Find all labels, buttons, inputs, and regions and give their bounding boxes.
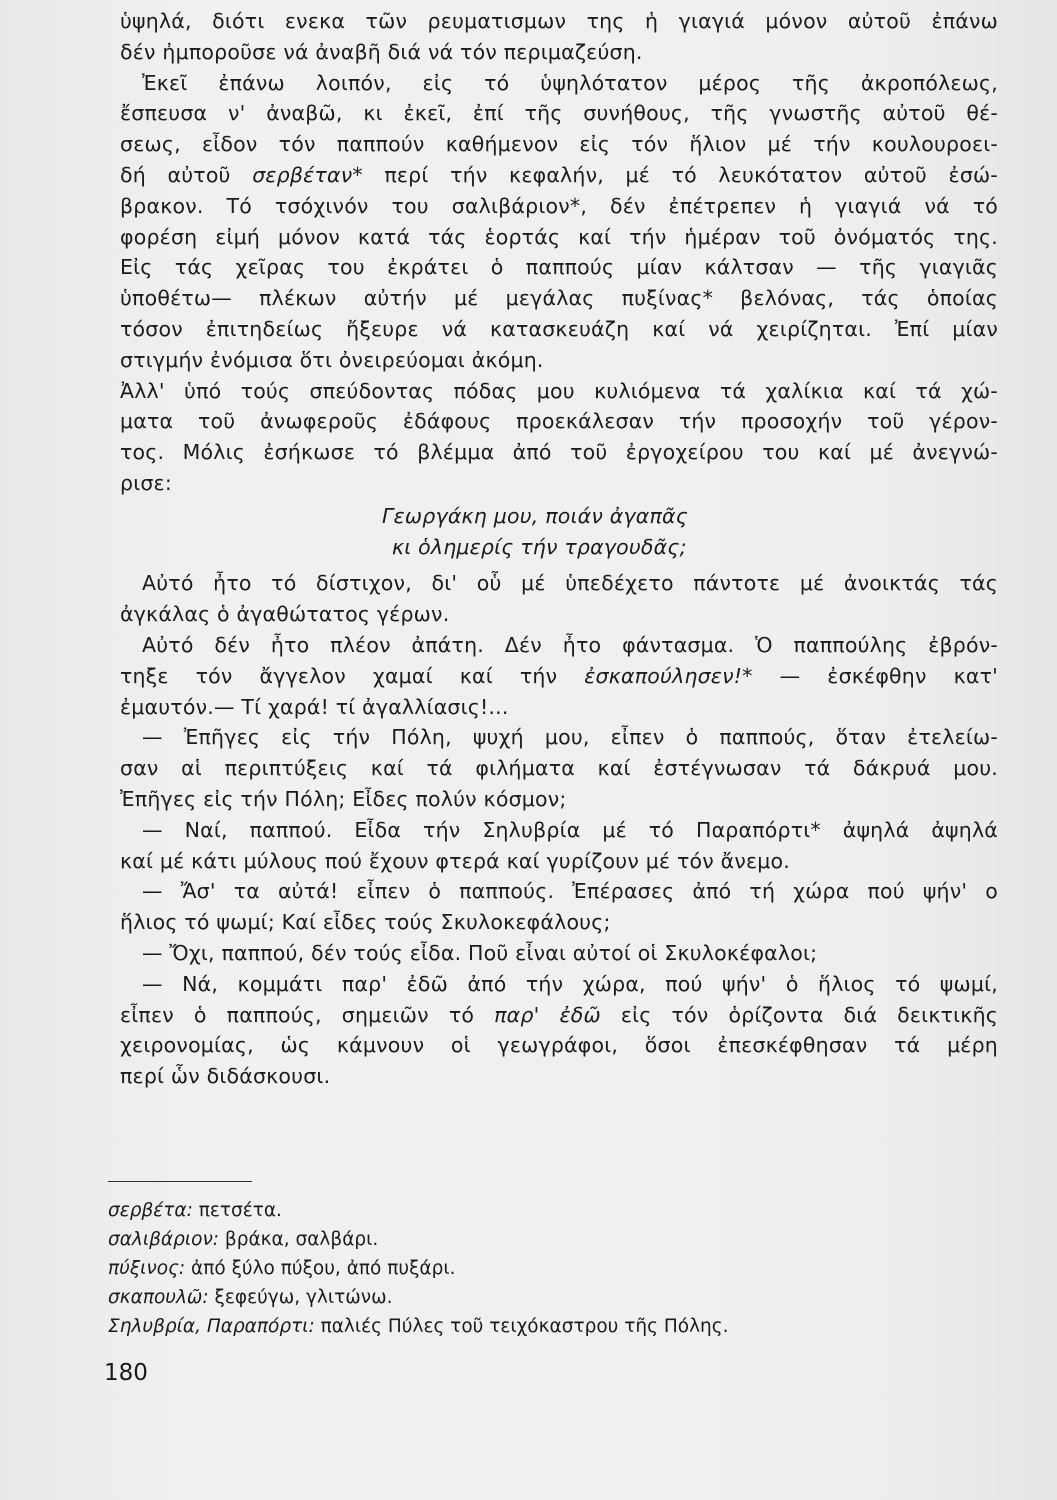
- text-fragment: — ἐσκέφθην κατ': [752, 663, 998, 688]
- text-line: Εἰς τάς χεῖρας του ἐκράτει ὁ παππούς μίαν κάλτσαν — τῆς γιαγιᾶς: [120, 255, 998, 280]
- footnote-separator: [108, 1181, 252, 1182]
- text-line: σεως, εἶδον τόν παππούν καθήμενον εἰς τόν ἥλιον μέ τήν κουλουροει-: [120, 132, 998, 157]
- text-line: — Ναί, παππού. Εἶδα τήν Σηλυβρία μέ τό Παραπόρτι* ἀψηλά ἀψηλά: [142, 817, 998, 842]
- paragraph: [120, 969, 998, 1092]
- text-line: ἀγκάλας ὁ ἀγαθώτατος γέρων.: [120, 602, 450, 627]
- text-fragment: εἰς τόν ὁρίζοντα διά δεικτικῆς: [600, 1002, 998, 1027]
- text-line: Αὐτό δέν ἦτο πλέον ἀπάτη. Δέν ἦτο φάντασμα. Ὁ παππούλης ἐβρόν-: [142, 632, 998, 657]
- text-line: ἥλιος τό ψωμί; Καί εἶδες τούς Σκυλοκεφάλους;: [120, 910, 611, 935]
- paragraph: [120, 815, 998, 877]
- text-fragment: τηξε τόν ἄγγελον χαμαί καί τήν: [120, 663, 585, 688]
- paragraph: [120, 630, 998, 722]
- footnote-term: πύξινος:: [108, 1258, 186, 1279]
- text-line: [120, 1000, 998, 1031]
- footnote: [108, 1283, 928, 1312]
- text-line: δέν ἠμποροῦσε νά ἀναβῆ διά νά τόν περιμαζεύση.: [120, 39, 643, 64]
- text-line: Ἀλλ' ὑπό τούς σπεύδοντας πόδας μου κυλιόμενα τά χαλίκια καί τά χώ-: [120, 378, 998, 403]
- text-fragment: εἶπεν ὁ παππούς, σημειῶν τό: [120, 1002, 495, 1027]
- footnote-definition: πετσέτα.: [192, 1200, 282, 1221]
- footnote-definition: ἀπό ξύλο πύξου, ἀπό πυξάρι.: [185, 1258, 456, 1279]
- text-line: ἐμαυτόν.— Τί χαρά! τί ἀγαλλίασις!...: [120, 694, 509, 719]
- text-line: Αὐτό ἦτο τό δίστιχον, δι' οὗ μέ ὑπεδέχετο πάντοτε μέ ἀνοικτάς τάς: [142, 571, 998, 596]
- text-line: ὑποθέτω— πλέκων αὐτήν μέ μεγάλας πυξίνας* βελόνας, τάς ὁποίας: [120, 286, 998, 311]
- footnote-definition: βράκα, σαλβάρι.: [219, 1229, 379, 1250]
- text-line: — Ἐπῆγες εἰς τήν Πόλη, ψυχή μου, εἶπεν ὁ παππούς, ὅταν ἐτελείω-: [142, 725, 998, 750]
- footnote-term: σαλιβάριον:: [108, 1229, 220, 1250]
- paragraph: [120, 376, 998, 499]
- text-line: ἔσπευσα ν' ἀναβῶ, κι ἐκεῖ, ἐπί τῆς συνήθους, τῆς γνωστῆς αὐτοῦ θέ-: [120, 101, 998, 126]
- paragraph: [120, 876, 998, 938]
- text-line: καί μέ κάτι μύλους πού ἔχουν φτερά καί γυρίζουν μέ τόν ἄνεμο.: [120, 848, 790, 873]
- footnote-term: σερβέτα:: [108, 1200, 193, 1221]
- footnote-term: Σηλυβρία, Παραπόρτι:: [108, 1316, 315, 1337]
- text-line: σαν αἱ περιπτύξεις καί τά φιλήματα καί ἐστέγνωσαν τά δάκρυά μου.: [120, 756, 998, 781]
- main-text: [120, 6, 998, 1092]
- poem-line: Γεωργάκη μου, ποιάν ἀγαπᾶς: [382, 503, 688, 528]
- text-fragment: δή αὐτοῦ: [120, 162, 253, 187]
- page-number: 180: [104, 1360, 148, 1386]
- footnote: [108, 1196, 928, 1225]
- poem-distich: [120, 501, 998, 563]
- paragraph: [120, 938, 998, 969]
- text-line: Ἐκεῖ ἐπάνω λοιπόν, εἰς τό ὑψηλότατον μέρος τῆς ἀκροπόλεως,: [142, 70, 998, 95]
- footnote-definition: ξεφεύγω, γλιτώνω.: [208, 1287, 393, 1308]
- text-line: Ἐπῆγες εἰς τήν Πόλη; Εἶδες πολύν κόσμον;: [120, 786, 567, 811]
- text-line: περί ὧν διδάσκουσι.: [120, 1064, 331, 1089]
- poem-line: κι ὁλημερίς τήν τραγουδᾶς;: [392, 534, 687, 559]
- text-line: ὑψηλά, διότι ενεκα τῶν ρευματισμων της ἡ γιαγιά μόνον αὐτοῦ ἐπάνω: [120, 9, 998, 33]
- paragraph: [120, 568, 998, 630]
- text-line: τόσον ἐπιτηδείως ἤξευρε νά κατασκευάζη καί νά χειρίζηται. Ἐπί μίαν: [120, 316, 998, 341]
- text-fragment: περί τήν κεφαλήν, μέ τό λευκότατον αὐτοῦ ἐσώ-: [362, 162, 998, 187]
- footnote: [108, 1225, 928, 1254]
- italic-term: παρ' ἐδῶ: [494, 1002, 601, 1027]
- footnote: [108, 1312, 928, 1341]
- text-line: — Ἄσ' τα αὐτά! εἶπεν ὁ παππούς. Ἐπέρασες ἀπό τή χώρα πού ψήν' ο: [142, 879, 998, 904]
- paragraph: [120, 68, 998, 376]
- text-line: φορέση εἰμή μόνον κατά τάς ἑορτάς καί τήν ἡμέραν τοῦ ὀνόματός της.: [120, 224, 998, 249]
- footnote-definition: παλιές Πύλες τοῦ τειχόκαστρου τῆς Πόλης.: [314, 1316, 729, 1337]
- text-line: τος. Μόλις ἐσήκωσε τό βλέμμα ἀπό τοῦ ἐργοχείρου του καί μέ ἀνεγνώ-: [120, 440, 998, 465]
- paragraph: [120, 6, 998, 68]
- text-line: — Ὄχι, παππού, δέν τούς εἶδα. Ποῦ εἶναι αὐτοί οἱ Σκυλοκέφαλοι;: [142, 940, 818, 965]
- paragraph: [120, 722, 998, 814]
- text-line: βρακον. Τό τσόχινόν του σαλιβάριον*, δέν ἐπέτρεπεν ἡ γιαγιά νά τό: [120, 193, 998, 218]
- footnote: [108, 1254, 928, 1283]
- footnotes: [108, 1196, 928, 1341]
- italic-term: σερβέταν*: [252, 162, 363, 187]
- text-line: [120, 160, 998, 191]
- text-line: ρισε:: [120, 470, 172, 495]
- text-line: στιγμήν ἐνόμισα ὅτι ὀνειρεύομαι ἀκόμη.: [120, 347, 544, 372]
- text-line: χειρονομίας, ὡς κάμνουν οἱ γεωγράφοι, ὅσοι ἐπεσκέφθησαν τά μέρη: [120, 1033, 998, 1058]
- text-line: [120, 661, 998, 692]
- footnote-term: σκαπουλῶ:: [108, 1287, 209, 1308]
- text-line: ματα τοῦ ἀνωφεροῦς ἐδάφους προεκάλεσαν τήν προσοχήν τοῦ γέρον-: [120, 409, 998, 434]
- text-line: — Νά, κομμάτι παρ' ἐδῶ ἀπό τήν χώρα, πού ψήν' ὁ ἥλιος τό ψωμί,: [142, 971, 998, 996]
- italic-term: ἐσκαπούλησεν!*: [584, 663, 753, 688]
